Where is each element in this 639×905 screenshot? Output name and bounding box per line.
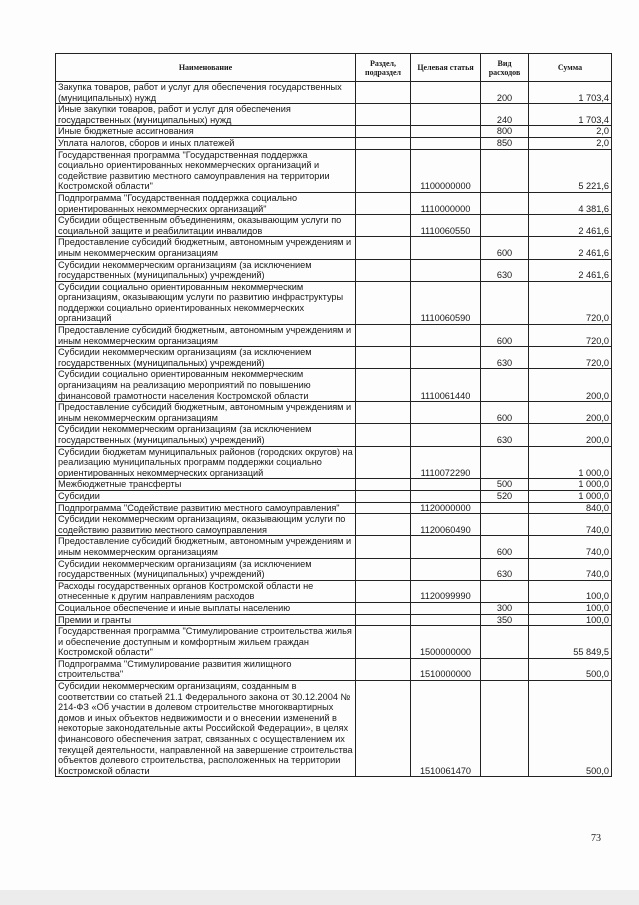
row-name: Субсидии некоммерческим организациям (за исключением государственных (муниципальных) учреждений) <box>56 558 356 580</box>
row-sum: 200,0 <box>529 402 612 424</box>
row-target <box>411 479 481 491</box>
row-kind <box>481 446 529 479</box>
row-sum: 2 461,6 <box>529 215 612 237</box>
row-name: Государственная программа "Стимулирование строительства жилья и обеспечение доступным и комфортным жильем граждан Костромской области" <box>56 626 356 659</box>
row-kind <box>481 281 529 324</box>
row-section <box>356 490 411 502</box>
row-name: Подпрограмма "Стимулирование развития жилищного строительства" <box>56 658 356 680</box>
row-name: Субсидии социально ориентированным некоммерческим организациям, оказывающим услуги по развитию инфраструктуры поддержки социально ориентированных некоммерческих организаций <box>56 281 356 324</box>
row-sum: 2 461,6 <box>529 237 612 259</box>
row-name: Социальное обеспечение и иные выплаты населению <box>56 602 356 614</box>
row-section <box>356 626 411 659</box>
table-row <box>56 681 612 777</box>
row-target <box>411 402 481 424</box>
row-target: 1120099990 <box>411 580 481 602</box>
table-row <box>56 281 612 324</box>
row-kind: 240 <box>481 104 529 126</box>
row-name: Субсидии социально ориентированным некоммерческим организациям на реализацию мероприятий по повышению финансовой грамотности населения Костромской области <box>56 369 356 402</box>
row-sum: 740,0 <box>529 558 612 580</box>
row-kind: 500 <box>481 479 529 491</box>
row-section <box>356 215 411 237</box>
row-target <box>411 490 481 502</box>
row-section <box>356 237 411 259</box>
row-kind: 300 <box>481 602 529 614</box>
table-row <box>56 424 612 446</box>
row-section <box>356 502 411 514</box>
row-name: Субсидии некоммерческим организациям (за исключением государственных (муниципальных) учреждений) <box>56 259 356 281</box>
row-kind <box>481 681 529 777</box>
row-target: 1110000000 <box>411 192 481 214</box>
row-section <box>356 82 411 104</box>
row-kind: 520 <box>481 490 529 502</box>
table-row <box>56 215 612 237</box>
row-kind: 600 <box>481 325 529 347</box>
table-row <box>56 402 612 424</box>
table-row <box>56 259 612 281</box>
row-name: Межбюджетные трансферты <box>56 479 356 491</box>
table-row <box>56 502 612 514</box>
row-section <box>356 369 411 402</box>
table-row <box>56 446 612 479</box>
scan-bottom-band <box>0 890 639 905</box>
row-sum: 2 461,6 <box>529 259 612 281</box>
row-target <box>411 104 481 126</box>
row-name: Расходы государственных органов Костромской области не отнесенные к другим направлениям расходов <box>56 580 356 602</box>
row-name: Иные бюджетные ассигнования <box>56 126 356 138</box>
row-name: Государственная программа "Государственная поддержка социально ориентированных некоммерческих организаций и содействие развитию местного самоуправления на территории Костромской области" <box>56 149 356 192</box>
row-kind: 630 <box>481 259 529 281</box>
row-section <box>356 259 411 281</box>
table-row <box>56 192 612 214</box>
row-kind: 800 <box>481 126 529 138</box>
row-target <box>411 424 481 446</box>
table-row <box>56 514 612 536</box>
row-target <box>411 126 481 138</box>
table-row <box>56 237 612 259</box>
row-target: 1120060490 <box>411 514 481 536</box>
row-kind: 600 <box>481 237 529 259</box>
row-target <box>411 602 481 614</box>
table-row <box>56 149 612 192</box>
row-section <box>356 347 411 369</box>
row-name: Предоставление субсидий бюджетным, автономным учреждениям и иным некоммерческим организациям <box>56 402 356 424</box>
row-kind: 850 <box>481 137 529 149</box>
row-section <box>356 446 411 479</box>
row-target <box>411 325 481 347</box>
row-section <box>356 602 411 614</box>
row-sum: 740,0 <box>529 536 612 558</box>
row-kind <box>481 192 529 214</box>
row-target: 1120000000 <box>411 502 481 514</box>
row-target: 1110060550 <box>411 215 481 237</box>
page-number: 73 <box>591 833 601 844</box>
row-sum: 1 000,0 <box>529 490 612 502</box>
row-target: 1100000000 <box>411 149 481 192</box>
row-name: Предоставление субсидий бюджетным, автономным учреждениям и иным некоммерческим организациям <box>56 325 356 347</box>
table-row <box>56 126 612 138</box>
row-kind <box>481 514 529 536</box>
row-target: 1510061470 <box>411 681 481 777</box>
row-kind <box>481 626 529 659</box>
row-kind: 630 <box>481 347 529 369</box>
row-kind <box>481 149 529 192</box>
row-section <box>356 281 411 324</box>
row-sum: 720,0 <box>529 325 612 347</box>
table-row <box>56 347 612 369</box>
header-sum: Сумма <box>529 54 612 82</box>
row-section <box>356 402 411 424</box>
header-name: Наименование <box>56 54 356 82</box>
row-sum: 1 703,4 <box>529 104 612 126</box>
table-row <box>56 479 612 491</box>
row-sum: 200,0 <box>529 424 612 446</box>
row-name: Закупка товаров, работ и услуг для обеспечения государственных (муниципальных) нужд <box>56 82 356 104</box>
table-row <box>56 369 612 402</box>
row-section <box>356 126 411 138</box>
table-row <box>56 536 612 558</box>
row-target: 1110061440 <box>411 369 481 402</box>
row-sum: 740,0 <box>529 514 612 536</box>
row-section <box>356 514 411 536</box>
header-kind: Вид расходов <box>481 54 529 82</box>
row-sum: 100,0 <box>529 602 612 614</box>
table-row <box>56 602 612 614</box>
row-kind: 630 <box>481 558 529 580</box>
row-target: 1500000000 <box>411 626 481 659</box>
row-sum: 200,0 <box>529 369 612 402</box>
row-sum: 4 381,6 <box>529 192 612 214</box>
row-target: 1110072290 <box>411 446 481 479</box>
row-target <box>411 536 481 558</box>
table-row <box>56 137 612 149</box>
row-target: 1510000000 <box>411 658 481 680</box>
row-name: Субсидии некоммерческим организациям (за исключением государственных (муниципальных) учреждений) <box>56 424 356 446</box>
table-row <box>56 104 612 126</box>
row-section <box>356 536 411 558</box>
row-name: Предоставление субсидий бюджетным, автономным учреждениям и иным некоммерческим организациям <box>56 237 356 259</box>
row-kind <box>481 658 529 680</box>
row-section <box>356 580 411 602</box>
row-name: Субсидии <box>56 490 356 502</box>
row-kind <box>481 502 529 514</box>
row-kind <box>481 369 529 402</box>
table-row <box>56 658 612 680</box>
row-name: Уплата налогов, сборов и иных платежей <box>56 137 356 149</box>
row-target <box>411 82 481 104</box>
row-target <box>411 259 481 281</box>
row-target <box>411 137 481 149</box>
row-sum: 720,0 <box>529 347 612 369</box>
row-name: Субсидии некоммерческим организациям (за исключением государственных (муниципальных) учреждений) <box>56 347 356 369</box>
row-name: Субсидии бюджетам муниципальных районов (городских округов) на реализацию муниципальных программ поддержки социально ориентированных некоммерческих организаций <box>56 446 356 479</box>
table-row <box>56 490 612 502</box>
row-sum: 55 849,5 <box>529 626 612 659</box>
row-sum: 720,0 <box>529 281 612 324</box>
row-section <box>356 325 411 347</box>
row-name: Подпрограмма "Государственная поддержка социально ориентированных некоммерческих организаций" <box>56 192 356 214</box>
row-target <box>411 558 481 580</box>
table-header-row <box>56 54 612 82</box>
row-section <box>356 149 411 192</box>
row-sum: 500,0 <box>529 681 612 777</box>
row-section <box>356 681 411 777</box>
row-target <box>411 347 481 369</box>
row-section <box>356 424 411 446</box>
row-section <box>356 137 411 149</box>
table-row <box>56 325 612 347</box>
row-sum: 5 221,6 <box>529 149 612 192</box>
row-sum: 1 000,0 <box>529 479 612 491</box>
row-sum: 2,0 <box>529 126 612 138</box>
row-section <box>356 558 411 580</box>
row-sum: 100,0 <box>529 580 612 602</box>
row-section <box>356 104 411 126</box>
row-name: Предоставление субсидий бюджетным, автономным учреждениям и иным некоммерческим организациям <box>56 536 356 558</box>
row-name: Премии и гранты <box>56 614 356 626</box>
row-name: Субсидии некоммерческим организациям, оказывающим услуги по содействию развитию местного самоуправления <box>56 514 356 536</box>
row-kind: 200 <box>481 82 529 104</box>
budget-table <box>55 53 612 777</box>
row-name: Подпрограмма "Содействие развитию местного самоуправления" <box>56 502 356 514</box>
row-kind: 600 <box>481 402 529 424</box>
table-row <box>56 82 612 104</box>
row-sum: 100,0 <box>529 614 612 626</box>
row-sum: 1 703,4 <box>529 82 612 104</box>
table-row <box>56 558 612 580</box>
table-row <box>56 614 612 626</box>
row-kind: 600 <box>481 536 529 558</box>
header-section: Раздел, подраздел <box>356 54 411 82</box>
row-target: 1110060590 <box>411 281 481 324</box>
row-sum: 840,0 <box>529 502 612 514</box>
table-body <box>56 82 612 777</box>
row-name: Иные закупки товаров, работ и услуг для обеспечения государственных (муниципальных) нужд <box>56 104 356 126</box>
row-sum: 2,0 <box>529 137 612 149</box>
header-target: Целевая статья <box>411 54 481 82</box>
table-row <box>56 580 612 602</box>
row-kind <box>481 580 529 602</box>
row-section <box>356 192 411 214</box>
row-name: Субсидии общественным объединениям, оказывающим услуги по социальной защите и реабилитации инвалидов <box>56 215 356 237</box>
row-kind: 630 <box>481 424 529 446</box>
table-row <box>56 626 612 659</box>
row-target <box>411 237 481 259</box>
row-name: Субсидии некоммерческим организациям, созданным в соответствии со статьей 21.1 Федерального закона от 30.12.2004 № 214-ФЗ «Об участии в долевом строительстве многоквартирных домов и иных объектов недвижимости и о внесении изменений в некоторые законодательные акты Российской Федерации», в целях финансового обеспечения затрат, связанных с осуществлением их текущей деятельности, направленной на завершение строительства объектов долевого строительства, расположенных на территории Костромской области <box>56 681 356 777</box>
row-kind: 350 <box>481 614 529 626</box>
row-section <box>356 614 411 626</box>
row-target <box>411 614 481 626</box>
row-kind <box>481 215 529 237</box>
row-section <box>356 479 411 491</box>
row-sum: 1 000,0 <box>529 446 612 479</box>
row-sum: 500,0 <box>529 658 612 680</box>
row-section <box>356 658 411 680</box>
